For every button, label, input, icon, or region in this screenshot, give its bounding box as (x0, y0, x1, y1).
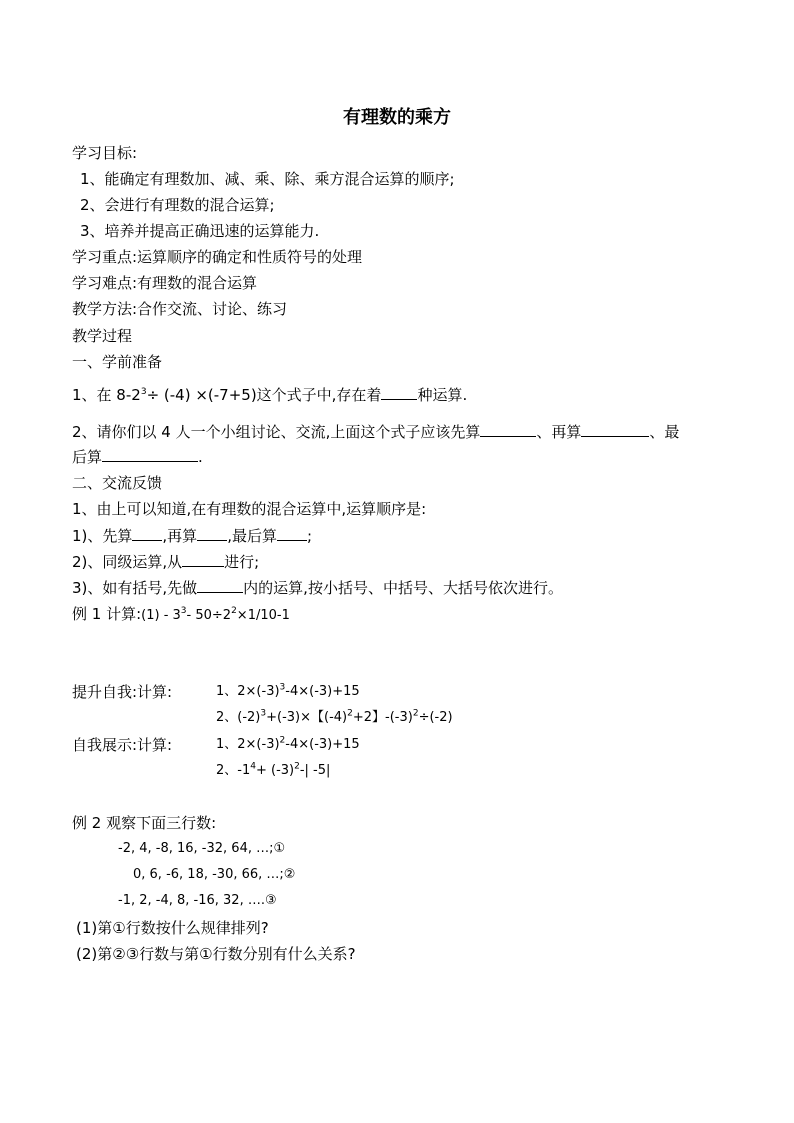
page-title: 有理数的乘方 (343, 107, 451, 128)
example-2-label: 例 2 观察下面三行数: (72, 814, 217, 832)
order-intro: 1、由上可以知道,在有理数的混合运算中,运算顺序是: (72, 500, 427, 518)
q1-prefix: 1、在 8- (72, 386, 132, 404)
improve2-a: 2、(-2) (216, 710, 261, 725)
rule3-text-b: 内的运算,按小括号、中括号、大括号依次进行。 (243, 579, 563, 597)
improve-label: 提升自我:计算: (72, 683, 173, 701)
q2-text-b: 、再算 (536, 423, 582, 441)
teaching-process: 教学过程 (72, 327, 133, 345)
number-row-2: 0, 6, -6, 18, -30, 66, …;② (133, 867, 296, 882)
order-rule-3 (72, 577, 563, 598)
rule2-blank[interactable] (182, 551, 224, 567)
show1-a: 1、2×(-3) (216, 737, 280, 752)
improve2-c: +2】-(-3) (352, 710, 413, 725)
show2-exp1: 4 (250, 761, 256, 772)
rule1-text-a: 1)、先算 (72, 527, 133, 545)
improve2-d: ÷(-2) (418, 710, 453, 725)
section1-heading: 一、学前准备 (72, 353, 163, 371)
number-row-3: -1, 2, -4, 8, -16, 32, ….③ (118, 893, 277, 908)
q2-blank-first[interactable] (480, 421, 536, 437)
section2-heading: 二、交流反馈 (72, 474, 163, 492)
key-point: 学习重点:运算顺序的确定和性质符号的处理 (72, 248, 363, 266)
q2-blank-last[interactable] (102, 446, 198, 462)
q1-suffix: 种运算. (417, 386, 468, 404)
rule1-blank-last[interactable] (277, 525, 307, 541)
order-rule-2 (72, 551, 259, 572)
objective-3: 3、培养并提高正确迅速的运算能力. (80, 222, 320, 240)
question-2-line1 (72, 421, 679, 442)
rule3-text-a: 3)、如有括号,先做 (72, 579, 198, 597)
difficulty: 学习难点:有理数的混合运算 (72, 274, 258, 292)
rule1-text-d: ; (306, 527, 313, 545)
example1-part3: ×1/10-1 (236, 608, 290, 623)
show2-b: + (-3) (255, 763, 295, 778)
question-2-line2 (72, 446, 203, 467)
example1-exp2: 2 (231, 606, 237, 616)
improve2-exp2: 2 (347, 708, 353, 719)
show-label: 自我展示:计算: (72, 736, 173, 754)
improve-problem-2 (216, 708, 453, 728)
show1-exp: 2 (279, 735, 286, 746)
q2-text-c: 、最 (649, 423, 680, 441)
number-row-1: -2, 4, -8, 16, -32, 64, …;① (118, 841, 286, 856)
q1-base: 2 (131, 386, 141, 404)
objectives-heading: 学习目标: (72, 144, 138, 162)
question-1 (72, 384, 467, 405)
q1-expression: ÷ (-4) ×(-7+5)这个式子中,存在着 (146, 386, 382, 404)
q1-blank[interactable] (381, 384, 417, 400)
example1-exp1: 3 (180, 606, 187, 616)
improve2-exp3: 2 (412, 708, 419, 719)
q2-text-e: . (198, 448, 203, 466)
show2-c: -| -5| (299, 763, 331, 778)
order-rule-1 (72, 525, 312, 546)
q2-text-a: 2、请你们以 4 人一个小组讨论、交流,上面这个式子应该先算 (72, 423, 481, 441)
q1-exponent: 3 (140, 387, 147, 397)
rule1-blank-then[interactable] (197, 525, 227, 541)
show-problem-1 (216, 735, 360, 755)
show-problem-2 (216, 761, 330, 781)
improve1-a: 1、2×(-3) (216, 684, 280, 699)
q2-blank-second[interactable] (581, 421, 649, 437)
rule1-text-b: ,再算 (162, 527, 198, 545)
rule2-text-b: 进行; (224, 553, 260, 571)
objective-1: 1、能确定有理数加、减、乘、除、乘方混合运算的顺序; (80, 170, 455, 188)
show2-a: 2、-1 (216, 763, 251, 778)
q2-text-d: 后算 (72, 448, 103, 466)
improve2-b: +(-3)×【(-4) (266, 710, 348, 725)
teaching-method: 教学方法:合作交流、讨论、练习 (72, 300, 288, 318)
example1-part2: - 50÷2 (186, 608, 232, 623)
improve-problem-1 (216, 682, 360, 702)
improve1-exp: 3 (279, 682, 286, 693)
show1-b: -4×(-3)+15 (285, 737, 360, 752)
objective-2: 2、会进行有理数的混合运算; (80, 196, 275, 214)
improve1-b: -4×(-3)+15 (285, 684, 360, 699)
rule1-text-c: ,最后算 (227, 527, 277, 545)
example1-label: 例 1 计算: (72, 605, 142, 623)
rule3-blank[interactable] (197, 577, 243, 593)
improve2-exp1: 3 (260, 708, 267, 719)
rule1-blank-first[interactable] (132, 525, 162, 541)
example2-question-1: (1)第①行数按什么规律排列? (76, 919, 269, 937)
example-1 (72, 604, 290, 626)
show2-exp2: 2 (294, 761, 300, 772)
example2-question-2: (2)第②③行数与第①行数分别有什么关系? (76, 945, 356, 963)
rule2-text-a: 2)、同级运算,从 (72, 553, 183, 571)
example1-part1: (1) - 3 (141, 608, 181, 623)
